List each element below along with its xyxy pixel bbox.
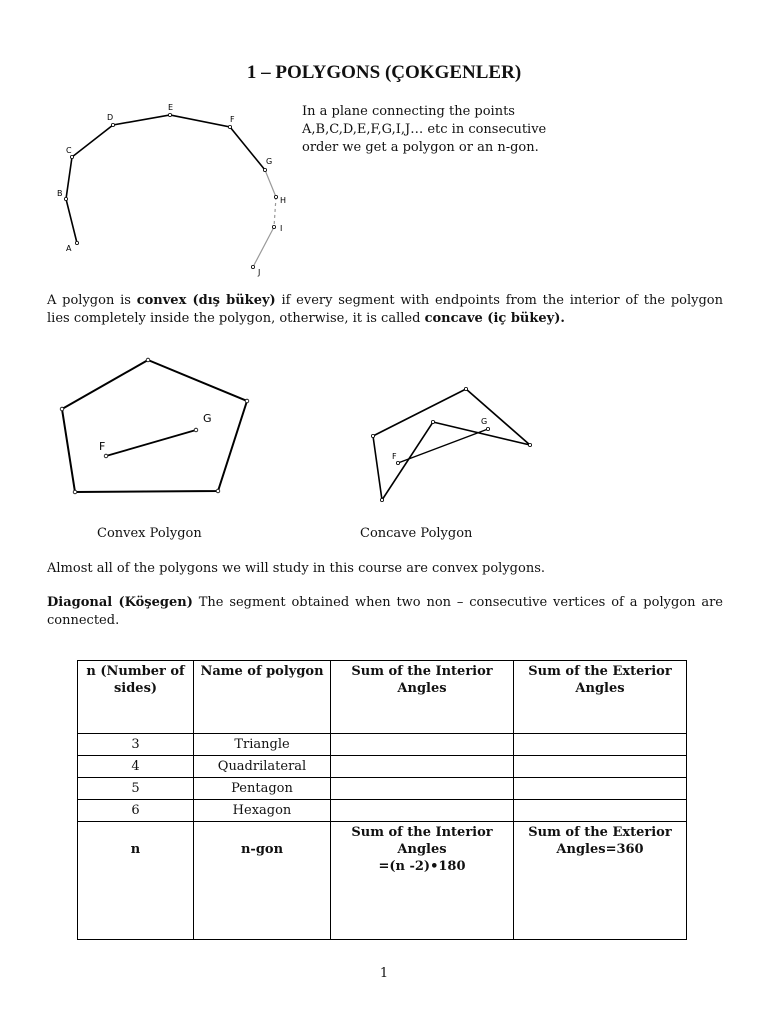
cell-n-general: n [78,822,194,940]
vertex-label-b: B [57,189,63,198]
cell-interior [331,778,514,800]
cell-interior [331,756,514,778]
concave-caption: Concave Polygon [360,526,473,541]
page-number: 1 [379,966,389,981]
convex-caption: Convex Polygon [97,526,202,541]
vertex-label-f: F [230,115,235,124]
cell-name: Quadrilateral [194,756,331,778]
cell-name: Hexagon [194,800,331,822]
vertex-label-a: A [66,244,72,253]
cell-name-general: n-gon [194,822,331,940]
concave-term: concave (iç bükey). [424,311,565,326]
almost-text: Almost all of the polygons we will study in this course are convex polygons. [47,561,546,576]
header-name: Name of polygon [194,661,331,734]
convex-point-g: G [203,412,212,425]
vertex-label-h: H [280,196,287,205]
vertex-label-i: I [280,224,283,233]
convex-text-2: if every segment with endpoints from the interior of the polygon lies completely inside the polygon, otherwise, it is called [47,293,723,326]
concave-point-f: F [392,452,397,461]
intro-text: In a plane connecting the points A,B,C,D,E,F,G,I,J… etc in consecutive order we get a polygon or an n-gon. [302,104,547,155]
header-exterior: Sum of the Exterior Angles [514,661,687,734]
cell-exterior [514,756,687,778]
cell-exterior [514,800,687,822]
interior-formula-label: Sum of the Interior Angles [351,825,493,857]
diagonal-text: The segment obtained when two non – consecutive vertices of a polygon are connected. [47,595,723,628]
table-row [78,756,687,778]
vertex-label-c: C [66,146,72,155]
cell-interior-formula [331,822,514,940]
cell-exterior [514,778,687,800]
cell-interior [331,734,514,756]
cell-name: Triangle [194,734,331,756]
header-interior: Sum of the Interior Angles [331,661,514,734]
concave-point-g: G [481,417,488,426]
interior-formula: =(n -2)•180 [378,859,466,874]
cell-n: 6 [78,800,194,822]
vertex-label-g: G [266,157,273,166]
diagonal-definition [47,594,723,630]
vertex-label-j: J [258,268,261,277]
convex-point-f: F [99,440,106,453]
table-row [78,778,687,800]
convex-polygon-figure [50,350,260,505]
header-n: n (Number of sides) [78,661,194,734]
cell-name: Pentagon [194,778,331,800]
table-row [78,734,687,756]
convex-definition [47,292,723,328]
cell-n: 3 [78,734,194,756]
table-row [78,800,687,822]
table-row-ngon [78,822,687,940]
cell-n: 4 [78,756,194,778]
table-header-row [78,661,687,734]
vertex-label-d: D [107,113,114,122]
cell-exterior [514,734,687,756]
open-polygon-figure [40,95,300,285]
cell-n: 5 [78,778,194,800]
diagonal-term: Diagonal (Köşegen) [47,595,193,610]
vertex-label-e: E [168,103,174,112]
concave-polygon-figure [360,378,545,508]
cell-interior [331,800,514,822]
cell-exterior-formula: Sum of the Exterior Angles=360 [514,822,687,940]
polygon-angles-table [77,660,687,940]
convex-text-1: A polygon is [47,293,137,308]
convex-term: convex (dış bükey) [136,293,276,308]
page-title: 1 – POLYGONS (ÇOKGENLER) [246,62,522,83]
